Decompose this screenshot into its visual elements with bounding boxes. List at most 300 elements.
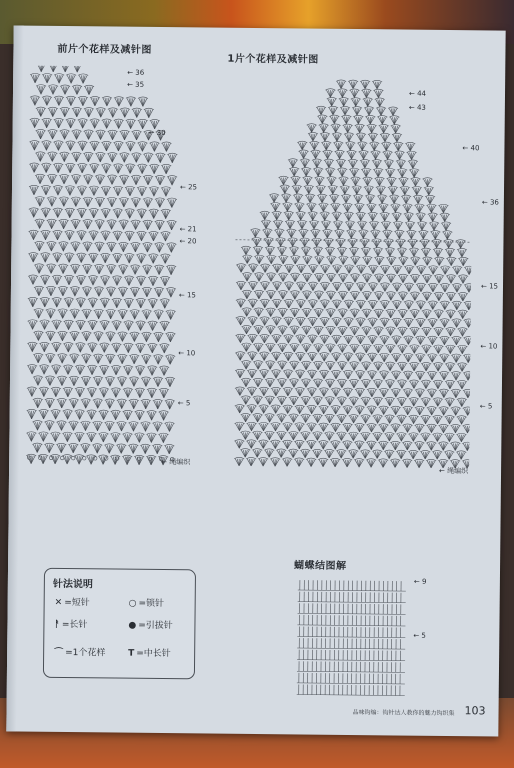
shell-stitch-mark bbox=[372, 239, 382, 248]
shell-stitch-mark bbox=[269, 194, 279, 203]
shell-stitch-mark bbox=[41, 208, 51, 218]
shell-stitch-mark bbox=[152, 422, 162, 432]
shell-stitch-mark bbox=[167, 220, 177, 230]
shell-stitch-mark bbox=[64, 253, 74, 263]
shell-stitch-mark bbox=[350, 274, 360, 283]
shell-stitch-mark bbox=[40, 275, 50, 285]
shell-stitch-mark bbox=[421, 380, 431, 389]
shell-stitch-mark bbox=[320, 133, 330, 142]
shell-stitch-mark bbox=[125, 186, 135, 196]
shell-stitch-mark bbox=[439, 407, 449, 416]
shell-stitch-mark bbox=[402, 204, 412, 213]
shell-stitch-mark bbox=[135, 366, 145, 376]
shell-stitch-mark bbox=[324, 449, 334, 458]
shell-stitch-mark bbox=[271, 405, 281, 414]
shell-stitch-mark bbox=[300, 238, 310, 247]
shell-stitch-mark bbox=[117, 399, 127, 409]
shell-stitch-mark bbox=[445, 380, 455, 389]
shell-stitch-mark bbox=[159, 411, 169, 421]
shell-stitch-mark bbox=[70, 309, 80, 319]
shell-stitch-mark bbox=[456, 240, 466, 249]
shell-stitch-mark bbox=[295, 405, 305, 414]
shell-stitch-mark bbox=[405, 142, 415, 151]
left-crochet-chart bbox=[13, 65, 187, 467]
shell-stitch-mark bbox=[248, 299, 258, 308]
shell-stitch-mark bbox=[439, 336, 449, 345]
shell-stitch-mark bbox=[158, 433, 168, 443]
shell-stitch-mark bbox=[241, 361, 251, 370]
shell-stitch-mark bbox=[140, 422, 150, 432]
shell-stitch-mark bbox=[355, 335, 365, 344]
shell-stitch-mark bbox=[416, 283, 426, 292]
shell-stitch-mark bbox=[92, 421, 102, 431]
shell-stitch-mark bbox=[101, 141, 111, 151]
shell-stitch-mark bbox=[342, 423, 352, 432]
shell-stitch-mark bbox=[83, 219, 93, 229]
shell-stitch-mark bbox=[165, 377, 175, 387]
shell-stitch-mark bbox=[42, 118, 52, 128]
shell-stitch-mark bbox=[301, 414, 311, 423]
shell-stitch-mark bbox=[296, 212, 306, 221]
shell-stitch-mark bbox=[368, 318, 378, 327]
shell-stitch-mark bbox=[39, 365, 49, 375]
shell-stitch-mark bbox=[332, 300, 342, 309]
shell-stitch-mark bbox=[430, 231, 440, 240]
shell-stitch-mark bbox=[445, 327, 455, 336]
shell-stitch-mark bbox=[102, 119, 112, 129]
shell-stitch-mark bbox=[408, 433, 418, 442]
shell-stitch-mark bbox=[319, 335, 329, 344]
shell-stitch-mark bbox=[403, 371, 413, 380]
shell-stitch-mark bbox=[463, 389, 473, 398]
shell-stitch-mark bbox=[330, 441, 340, 450]
shell-pattern-label: =1个花样 bbox=[65, 648, 106, 659]
shell-stitch-mark bbox=[58, 286, 68, 296]
shell-stitch-mark bbox=[137, 209, 147, 219]
shell-stitch-mark bbox=[112, 298, 122, 308]
shell-stitch-mark bbox=[235, 387, 245, 396]
shell-stitch-mark bbox=[114, 119, 124, 129]
shell-stitch-mark bbox=[146, 433, 156, 443]
shell-stitch-mark bbox=[259, 370, 269, 379]
shell-stitch-mark bbox=[433, 415, 443, 424]
shell-stitch-mark bbox=[450, 424, 460, 433]
shell-stitch-mark bbox=[340, 186, 350, 195]
shell-stitch-mark bbox=[278, 291, 288, 300]
shell-stitch-mark bbox=[404, 265, 414, 274]
shell-stitch-mark bbox=[118, 242, 128, 252]
shell-stitch-mark bbox=[332, 265, 342, 274]
shell-stitch-mark bbox=[124, 321, 134, 331]
shell-stitch-mark bbox=[464, 284, 473, 293]
shell-stitch-mark bbox=[446, 257, 456, 266]
shell-stitch-mark bbox=[77, 163, 87, 173]
shell-stitch-mark bbox=[373, 362, 383, 371]
shell-stitch-mark bbox=[321, 221, 331, 230]
shell-stitch-mark bbox=[338, 177, 348, 186]
shell-stitch-mark bbox=[312, 159, 322, 168]
shell-stitch-mark bbox=[318, 441, 328, 450]
shell-stitch-mark bbox=[337, 89, 347, 98]
shell-stitch-mark bbox=[359, 151, 369, 160]
shell-stitch-mark bbox=[52, 320, 62, 330]
shell-stitch-mark bbox=[84, 107, 94, 117]
row-marker: ← 36 bbox=[481, 198, 499, 207]
bow-row-line bbox=[298, 613, 406, 614]
shell-stitch-mark bbox=[340, 106, 350, 115]
shell-stitch-mark bbox=[355, 124, 365, 133]
shell-stitch-mark bbox=[253, 378, 263, 387]
shell-stitch-mark bbox=[153, 332, 163, 342]
shell-stitch-mark bbox=[27, 387, 37, 397]
shell-stitch-mark bbox=[65, 208, 75, 218]
shell-stitch-mark bbox=[159, 343, 169, 353]
shell-stitch-mark bbox=[367, 406, 377, 415]
shell-stitch-mark bbox=[438, 204, 448, 213]
shell-stitch-mark bbox=[111, 365, 121, 375]
shell-stitch-mark bbox=[284, 282, 294, 291]
shell-stitch-mark bbox=[125, 164, 135, 174]
shell-stitch-mark bbox=[41, 163, 51, 173]
shell-stitch-mark bbox=[326, 177, 336, 186]
shell-stitch-mark bbox=[313, 414, 323, 423]
shell-stitch-mark bbox=[426, 424, 436, 433]
shell-stitch-mark bbox=[421, 345, 431, 354]
shell-stitch-mark bbox=[148, 276, 158, 286]
shell-stitch-mark bbox=[428, 283, 438, 292]
shell-stitch-mark bbox=[88, 276, 98, 286]
shell-stitch-mark bbox=[51, 342, 61, 352]
shell-stitch-mark bbox=[348, 432, 358, 441]
shell-stitch-mark bbox=[317, 115, 327, 124]
shell-stitch-mark bbox=[392, 318, 402, 327]
shell-stitch-mark bbox=[349, 344, 359, 353]
legend-slip-stitch bbox=[128, 618, 173, 631]
shell-stitch-mark bbox=[404, 318, 414, 327]
shell-stitch-mark bbox=[258, 422, 268, 431]
shell-stitch-mark bbox=[89, 164, 99, 174]
shell-stitch-mark bbox=[457, 416, 467, 425]
shell-stitch-mark bbox=[236, 316, 246, 325]
shell-stitch-mark bbox=[289, 343, 299, 352]
shell-stitch-mark bbox=[309, 220, 319, 229]
shell-stitch-mark bbox=[155, 153, 165, 163]
shell-stitch-mark bbox=[72, 85, 82, 95]
shell-stitch-mark bbox=[318, 458, 328, 467]
shell-stitch-mark bbox=[302, 308, 312, 317]
shell-stitch-mark bbox=[104, 444, 114, 454]
shell-stitch-mark bbox=[421, 398, 431, 407]
shell-stitch-mark bbox=[462, 442, 472, 451]
shell-stitch-mark bbox=[87, 343, 97, 353]
shell-stitch-mark bbox=[398, 309, 408, 318]
shell-stitch-mark bbox=[413, 195, 423, 204]
shell-stitch-mark bbox=[136, 276, 146, 286]
shell-stitch-mark bbox=[434, 275, 444, 284]
shell-stitch-mark bbox=[113, 164, 123, 174]
shell-stitch-mark bbox=[397, 169, 407, 178]
shell-stitch-mark bbox=[343, 124, 353, 133]
shell-stitch-mark bbox=[94, 309, 104, 319]
shell-stitch-mark bbox=[350, 256, 360, 265]
shell-stitch-mark bbox=[296, 264, 306, 273]
shell-stitch-mark bbox=[434, 257, 444, 266]
shell-stitch-mark bbox=[278, 308, 288, 317]
shell-stitch-mark bbox=[265, 343, 275, 352]
shell-stitch-mark bbox=[360, 159, 370, 168]
shell-stitch-mark bbox=[54, 74, 64, 84]
shell-stitch-mark bbox=[142, 310, 152, 320]
shell-stitch-mark bbox=[368, 283, 378, 292]
shell-stitch-mark bbox=[336, 80, 346, 89]
shell-stitch-mark bbox=[403, 389, 413, 398]
shell-stitch-mark bbox=[66, 118, 76, 128]
shell-stitch-mark bbox=[265, 396, 275, 405]
shell-stitch-mark bbox=[300, 432, 310, 441]
shell-stitch-mark bbox=[252, 237, 262, 246]
shell-stitch-mark bbox=[464, 319, 474, 328]
shell-stitch-mark bbox=[154, 265, 164, 275]
shell-stitch-mark bbox=[391, 389, 401, 398]
shell-stitch-mark bbox=[252, 431, 262, 440]
shell-stitch-mark bbox=[374, 309, 384, 318]
shell-stitch-mark bbox=[253, 325, 263, 334]
shell-stitch-mark bbox=[381, 221, 391, 230]
shell-stitch-mark bbox=[415, 371, 425, 380]
shell-stitch-mark bbox=[235, 404, 245, 413]
shell-stitch-mark bbox=[89, 186, 99, 196]
shell-stitch-mark bbox=[336, 238, 346, 247]
shell-stitch-mark bbox=[456, 451, 466, 460]
shell-stitch-mark bbox=[297, 220, 307, 229]
shell-stitch-mark bbox=[35, 219, 45, 229]
shell-stitch-mark bbox=[427, 371, 437, 380]
shell-stitch-mark bbox=[131, 153, 141, 163]
shell-stitch-mark bbox=[356, 300, 366, 309]
shell-stitch-mark bbox=[368, 133, 378, 142]
shell-stitch-mark bbox=[366, 441, 376, 450]
shell-stitch-mark bbox=[68, 421, 78, 431]
shell-stitch-mark bbox=[260, 317, 270, 326]
shell-stitch-mark bbox=[98, 455, 108, 465]
shell-stitch-mark bbox=[44, 443, 54, 453]
shell-stitch-mark bbox=[112, 276, 122, 286]
shell-stitch-mark bbox=[45, 331, 55, 341]
shell-stitch-mark bbox=[260, 299, 270, 308]
shell-stitch-mark bbox=[336, 159, 346, 168]
shell-stitch-mark bbox=[130, 242, 140, 252]
shell-stitch-mark bbox=[138, 97, 148, 107]
shell-stitch-mark bbox=[234, 422, 244, 431]
shell-stitch-mark bbox=[440, 213, 450, 222]
shell-stitch-mark bbox=[166, 243, 176, 253]
shell-stitch-mark bbox=[140, 444, 150, 454]
shell-stitch-mark bbox=[378, 204, 388, 213]
shell-stitch-mark bbox=[254, 273, 264, 282]
shell-stitch-mark bbox=[117, 332, 127, 342]
shell-stitch-mark bbox=[284, 264, 294, 273]
shell-stitch-mark bbox=[161, 142, 171, 152]
shell-stitch-mark bbox=[408, 160, 418, 169]
shell-stitch-mark bbox=[47, 219, 57, 229]
row-marker: ← 36 bbox=[127, 68, 145, 77]
shell-stitch-mark bbox=[289, 326, 299, 335]
shell-stitch-mark bbox=[119, 220, 129, 230]
shell-stitch-mark bbox=[46, 241, 56, 251]
shell-stitch-mark bbox=[405, 221, 415, 230]
shell-stitch-mark bbox=[410, 178, 420, 187]
shell-stitch-mark bbox=[458, 275, 468, 284]
shell-stitch-mark bbox=[57, 398, 67, 408]
shell-stitch-mark bbox=[112, 231, 122, 241]
shell-stitch-mark bbox=[247, 352, 257, 361]
shell-stitch-mark bbox=[53, 208, 63, 218]
shell-stitch-mark bbox=[28, 275, 38, 285]
shell-stitch-mark bbox=[434, 310, 444, 319]
shell-stitch-mark bbox=[93, 376, 103, 386]
shell-stitch-mark bbox=[384, 239, 394, 248]
shell-stitch-mark bbox=[262, 229, 272, 238]
shell-stitch-mark bbox=[312, 432, 322, 441]
shell-stitch-mark bbox=[360, 80, 370, 89]
shell-stitch-mark bbox=[87, 388, 97, 398]
shell-stitch-mark bbox=[283, 370, 293, 379]
shell-stitch-mark bbox=[116, 444, 126, 454]
shell-stitch-mark bbox=[356, 283, 366, 292]
row-marker: ← 25 bbox=[179, 183, 198, 192]
shell-stitch-mark bbox=[350, 177, 360, 186]
shell-stitch-mark bbox=[99, 343, 109, 353]
shell-stitch-mark bbox=[101, 186, 111, 196]
shell-stitch-mark bbox=[361, 379, 371, 388]
shell-stitch-mark bbox=[60, 130, 70, 140]
shell-stitch-mark bbox=[129, 332, 139, 342]
shell-stitch-mark bbox=[261, 220, 271, 229]
shell-stitch-mark bbox=[306, 203, 316, 212]
shell-stitch-mark bbox=[59, 174, 69, 184]
shell-stitch-mark bbox=[246, 457, 256, 466]
shell-stitch-mark bbox=[290, 291, 300, 300]
shell-stitch-mark bbox=[349, 362, 359, 371]
shell-stitch-mark bbox=[167, 153, 177, 163]
shell-stitch-mark bbox=[348, 238, 358, 247]
shell-stitch-mark bbox=[318, 423, 328, 432]
shell-stitch-mark bbox=[445, 345, 455, 354]
shell-stitch-mark bbox=[339, 98, 349, 107]
shell-stitch-mark bbox=[278, 273, 288, 282]
shell-stitch-mark bbox=[349, 247, 359, 256]
shell-stitch-mark bbox=[344, 212, 354, 221]
shell-stitch-mark bbox=[361, 89, 371, 98]
shell-stitch-mark bbox=[40, 230, 50, 240]
shell-stitch-mark bbox=[385, 397, 395, 406]
shell-stitch-mark bbox=[388, 186, 398, 195]
shell-stitch-mark bbox=[259, 405, 269, 414]
shell-stitch-mark bbox=[160, 321, 170, 331]
shell-stitch-mark bbox=[89, 141, 99, 151]
shell-stitch-mark bbox=[404, 283, 414, 292]
shell-stitch-mark bbox=[27, 365, 37, 375]
shell-stitch-mark bbox=[304, 185, 314, 194]
shell-stitch-mark bbox=[63, 410, 73, 420]
shell-stitch-mark bbox=[354, 441, 364, 450]
shell-stitch-mark bbox=[334, 230, 344, 239]
shell-stitch-mark bbox=[427, 389, 437, 398]
shell-stitch-mark bbox=[385, 168, 395, 177]
shell-stitch-mark bbox=[159, 366, 169, 376]
shell-stitch-mark bbox=[344, 318, 354, 327]
shell-stitch-mark bbox=[438, 442, 448, 451]
shell-stitch-mark bbox=[360, 432, 370, 441]
shell-stitch-mark bbox=[100, 231, 110, 241]
shell-stitch-mark bbox=[57, 331, 67, 341]
shell-stitch-mark bbox=[260, 211, 270, 220]
shell-stitch-mark bbox=[120, 130, 130, 140]
shell-stitch-mark bbox=[254, 290, 264, 299]
shell-stitch-mark bbox=[295, 335, 305, 344]
shell-stitch-mark bbox=[252, 449, 262, 458]
shell-stitch-mark bbox=[106, 287, 116, 297]
shell-stitch-mark bbox=[390, 459, 400, 468]
shell-stitch-mark bbox=[367, 371, 377, 380]
shell-stitch-mark bbox=[406, 230, 416, 239]
shell-stitch-mark bbox=[41, 185, 51, 195]
shell-stitch-mark bbox=[391, 124, 401, 133]
shell-stitch-mark bbox=[372, 432, 382, 441]
shell-stitch-mark bbox=[123, 388, 133, 398]
shell-stitch-mark bbox=[306, 440, 316, 449]
shell-stitch-mark bbox=[325, 89, 335, 98]
bow-row-line bbox=[297, 683, 405, 684]
shell-stitch-mark bbox=[325, 379, 335, 388]
row-marker: ← 5 bbox=[413, 631, 426, 640]
shell-stitch-mark bbox=[314, 256, 324, 265]
shell-stitch-mark bbox=[27, 342, 37, 352]
legend-double-crochet bbox=[54, 617, 87, 630]
shell-stitch-mark bbox=[165, 355, 175, 365]
stitch-legend bbox=[43, 568, 196, 680]
shell-stitch-mark bbox=[379, 124, 389, 133]
shell-stitch-mark bbox=[77, 141, 87, 151]
shell-stitch-mark bbox=[41, 141, 51, 151]
shell-stitch-mark bbox=[77, 186, 87, 196]
row-marker: ← 40 bbox=[462, 144, 480, 153]
shell-stitch-mark bbox=[376, 186, 386, 195]
shell-stitch-mark bbox=[338, 274, 348, 283]
shell-stitch-mark bbox=[440, 301, 450, 310]
shell-stitch-mark bbox=[161, 209, 171, 219]
shell-stitch-mark bbox=[288, 449, 298, 458]
shell-stitch-mark bbox=[372, 160, 382, 169]
shell-stitch-mark bbox=[362, 177, 372, 186]
shell-stitch-mark bbox=[309, 141, 319, 150]
shell-stitch-mark bbox=[325, 326, 335, 335]
double-crochet-label: =长针 bbox=[61, 619, 88, 631]
bow-row-line bbox=[298, 602, 406, 603]
shell-stitch-mark bbox=[367, 388, 377, 397]
shell-stitch-mark bbox=[26, 432, 36, 442]
slip-stitch-label: =引拔针 bbox=[138, 620, 173, 632]
shell-stitch-mark bbox=[379, 388, 389, 397]
shell-stitch-mark bbox=[48, 65, 58, 71]
shell-stitch-mark bbox=[355, 388, 365, 397]
shell-stitch-mark bbox=[344, 300, 354, 309]
shell-stitch-mark bbox=[371, 151, 381, 160]
shell-stitch-mark bbox=[116, 421, 126, 431]
shell-stitch-mark bbox=[84, 85, 94, 95]
shell-stitch-mark bbox=[354, 423, 364, 432]
shell-stitch-mark bbox=[270, 202, 280, 211]
